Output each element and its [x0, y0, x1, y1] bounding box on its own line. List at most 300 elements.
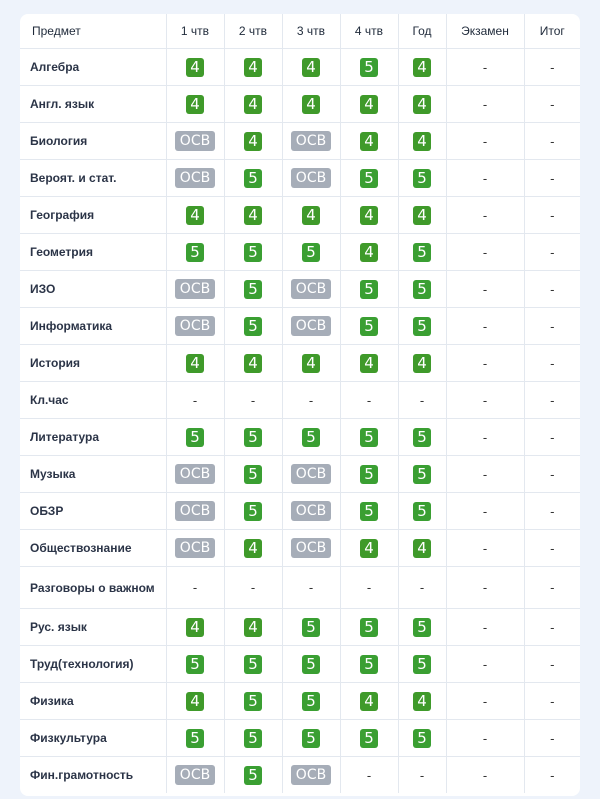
grade-cell	[282, 308, 340, 345]
table-row	[20, 609, 580, 646]
grade-badge[interactable]: 5	[244, 169, 262, 188]
grade-badge-osv[interactable]: ОСВ	[175, 538, 215, 558]
grade-cell	[224, 160, 282, 197]
grade-badge[interactable]: 5	[413, 502, 431, 521]
grade-badge[interactable]: 4	[302, 206, 320, 225]
grade-cell	[524, 567, 580, 609]
grade-cell	[446, 757, 524, 794]
header-exam: Экзамен	[446, 14, 524, 49]
grade-cell	[224, 609, 282, 646]
grade-cell	[446, 683, 524, 720]
grade-badge[interactable]: 4	[186, 354, 204, 373]
grade-cell	[340, 49, 398, 86]
grade-empty: -	[550, 59, 555, 75]
grade-cell	[166, 49, 224, 86]
grade-cell	[524, 123, 580, 160]
grade-badge[interactable]: 4	[302, 354, 320, 373]
grade-badge-osv[interactable]: ОСВ	[175, 316, 215, 336]
table-row	[20, 683, 580, 720]
grade-badge[interactable]: 5	[413, 243, 431, 262]
grade-badge[interactable]: 5	[244, 243, 262, 262]
grade-badge[interactable]: 4	[360, 539, 378, 558]
grade-cell	[282, 757, 340, 794]
grade-cell	[446, 345, 524, 382]
grade-cell	[340, 493, 398, 530]
grade-badge[interactable]: 4	[186, 58, 204, 77]
grade-badge[interactable]: 5	[360, 465, 378, 484]
grade-cell	[282, 197, 340, 234]
grade-badge[interactable]: 5	[360, 169, 378, 188]
grade-badge[interactable]: 5	[244, 502, 262, 521]
grade-badge[interactable]: 5	[360, 428, 378, 447]
grade-empty: -	[482, 466, 488, 482]
subject-name: Геометрия	[20, 234, 166, 271]
grade-cell	[398, 493, 446, 530]
grade-cell	[166, 271, 224, 308]
grade-cell	[166, 123, 224, 160]
grade-cell	[282, 567, 340, 609]
grade-badge[interactable]: 5	[413, 280, 431, 299]
grade-cell	[398, 271, 446, 308]
grade-badge-osv[interactable]: ОСВ	[291, 538, 331, 558]
grade-cell	[224, 419, 282, 456]
grade-badge-osv[interactable]: ОСВ	[175, 765, 215, 785]
grade-badge-osv[interactable]: ОСВ	[175, 464, 215, 484]
grade-empty: -	[550, 619, 555, 635]
grade-cell	[524, 683, 580, 720]
grade-cell	[524, 86, 580, 123]
grade-badge[interactable]: 5	[360, 317, 378, 336]
grade-cell	[340, 271, 398, 308]
grade-badge[interactable]: 5	[360, 280, 378, 299]
grade-badge[interactable]: 4	[186, 206, 204, 225]
table-row	[20, 123, 580, 160]
grade-badge[interactable]: 4	[413, 692, 431, 711]
grade-badge[interactable]: 5	[360, 502, 378, 521]
subject-name: Разговоры о важном	[20, 567, 166, 609]
header-final: Итог	[524, 14, 580, 49]
subject-name: Музыка	[20, 456, 166, 493]
grade-cell	[398, 456, 446, 493]
table-row	[20, 197, 580, 234]
grade-badge[interactable]: 4	[244, 618, 262, 637]
grade-badge[interactable]: 5	[413, 169, 431, 188]
grade-cell	[282, 609, 340, 646]
grade-badge[interactable]: 5	[360, 729, 378, 748]
grade-badge[interactable]: 4	[360, 243, 378, 262]
grade-cell	[398, 683, 446, 720]
grade-cell	[282, 646, 340, 683]
grade-cell	[166, 720, 224, 757]
grade-empty: -	[482, 730, 488, 746]
grade-empty: -	[482, 540, 488, 556]
grade-badge-osv[interactable]: ОСВ	[291, 501, 331, 521]
grade-cell	[224, 757, 282, 794]
subject-name: ИЗО	[20, 271, 166, 308]
table-row	[20, 720, 580, 757]
grade-cell	[224, 123, 282, 160]
grade-cell	[524, 234, 580, 271]
grade-cell	[524, 456, 580, 493]
grade-cell	[398, 234, 446, 271]
grade-badge[interactable]: 4	[186, 692, 204, 711]
grade-cell	[282, 493, 340, 530]
grade-cell	[166, 530, 224, 567]
grade-empty: -	[482, 133, 488, 149]
grade-empty: -	[550, 580, 555, 595]
grade-empty: -	[550, 318, 555, 334]
grade-cell	[446, 646, 524, 683]
grade-badge[interactable]: 4	[413, 354, 431, 373]
grade-badge[interactable]: 4	[244, 95, 262, 114]
grade-badge[interactable]: 5	[302, 618, 320, 637]
grade-cell	[524, 345, 580, 382]
grade-badge-osv[interactable]: ОСВ	[291, 168, 331, 188]
grade-badge[interactable]: 4	[302, 95, 320, 114]
grade-badge[interactable]: 5	[413, 655, 431, 674]
grade-empty: -	[250, 580, 256, 595]
grade-cell	[524, 271, 580, 308]
grade-badge[interactable]: 4	[360, 95, 378, 114]
subject-name: Труд(технология)	[20, 646, 166, 683]
grade-cell	[340, 683, 398, 720]
grade-cell	[446, 530, 524, 567]
grade-badge[interactable]: 4	[360, 692, 378, 711]
grade-cell	[340, 234, 398, 271]
grade-cell	[398, 123, 446, 160]
table-row	[20, 567, 580, 609]
grade-cell	[282, 382, 340, 419]
grade-badge[interactable]: 5	[302, 729, 320, 748]
grade-badge[interactable]: 4	[413, 95, 431, 114]
grade-empty: -	[192, 580, 198, 595]
grade-cell	[166, 419, 224, 456]
grade-cell	[224, 493, 282, 530]
grade-badge[interactable]: 5	[302, 243, 320, 262]
grade-cell	[446, 160, 524, 197]
grade-cell	[282, 271, 340, 308]
grade-empty: -	[550, 207, 555, 223]
grade-cell	[224, 646, 282, 683]
grade-empty: -	[366, 767, 372, 783]
table-row	[20, 456, 580, 493]
table-row	[20, 271, 580, 308]
grade-cell	[282, 456, 340, 493]
subject-name: Англ. язык	[20, 86, 166, 123]
table-row	[20, 530, 580, 567]
grade-cell	[340, 567, 398, 609]
grade-cell	[166, 646, 224, 683]
grade-badge[interactable]: 5	[302, 428, 320, 447]
grade-empty: -	[550, 693, 555, 709]
grade-badge-osv[interactable]: ОСВ	[291, 131, 331, 151]
grade-badge[interactable]: 4	[186, 618, 204, 637]
grade-cell	[446, 720, 524, 757]
grade-cell	[224, 456, 282, 493]
grade-badge[interactable]: 5	[186, 655, 204, 674]
grade-empty: -	[550, 730, 555, 746]
table-header-row	[20, 14, 580, 49]
grade-badge-osv[interactable]: ОСВ	[291, 316, 331, 336]
grade-empty: -	[482, 767, 488, 783]
grade-cell	[340, 308, 398, 345]
grade-empty: -	[482, 244, 488, 260]
grade-badge[interactable]: 4	[413, 206, 431, 225]
grade-empty: -	[550, 503, 555, 519]
grade-cell	[166, 197, 224, 234]
grade-cell	[340, 646, 398, 683]
grade-empty: -	[366, 580, 372, 595]
grade-empty: -	[482, 170, 488, 186]
subject-name: Вероят. и стат.	[20, 160, 166, 197]
grade-badge[interactable]: 5	[186, 729, 204, 748]
grade-cell	[166, 308, 224, 345]
grade-empty: -	[482, 392, 488, 408]
grade-badge[interactable]: 5	[413, 729, 431, 748]
grade-empty: -	[419, 392, 425, 408]
grade-cell	[340, 720, 398, 757]
grade-cell	[398, 197, 446, 234]
subject-name: Кл.час	[20, 382, 166, 419]
grade-badge[interactable]: 5	[360, 618, 378, 637]
grade-badge[interactable]: 5	[244, 280, 262, 299]
grade-cell	[446, 123, 524, 160]
grade-empty: -	[550, 392, 555, 408]
grade-cell	[282, 49, 340, 86]
grade-cell	[282, 683, 340, 720]
grade-empty: -	[482, 656, 488, 672]
grade-cell	[446, 197, 524, 234]
grade-badge[interactable]: 4	[244, 539, 262, 558]
grade-empty: -	[419, 580, 425, 595]
subject-name: Фин.грамотность	[20, 757, 166, 794]
grade-badge[interactable]: 5	[413, 317, 431, 336]
grade-badge[interactable]: 5	[413, 618, 431, 637]
grade-cell	[398, 86, 446, 123]
grade-cell	[398, 567, 446, 609]
grade-badge-osv[interactable]: ОСВ	[291, 765, 331, 785]
grade-cell	[524, 609, 580, 646]
grade-cell	[166, 609, 224, 646]
grade-badge[interactable]: 4	[360, 354, 378, 373]
grade-cell	[340, 609, 398, 646]
grade-cell	[166, 345, 224, 382]
grade-cell	[282, 234, 340, 271]
grade-badge[interactable]: 4	[244, 132, 262, 151]
grade-badge[interactable]: 5	[244, 428, 262, 447]
grade-badge[interactable]: 5	[302, 655, 320, 674]
grade-cell	[524, 382, 580, 419]
grade-badge[interactable]: 5	[244, 692, 262, 711]
grade-cell	[446, 234, 524, 271]
grade-cell	[446, 271, 524, 308]
grade-cell	[398, 49, 446, 86]
header-year: Год	[398, 14, 446, 49]
grade-badge[interactable]: 5	[360, 655, 378, 674]
grade-badge-osv[interactable]: ОСВ	[175, 279, 215, 299]
grade-empty: -	[482, 429, 488, 445]
grade-empty: -	[550, 355, 555, 371]
grade-cell	[340, 419, 398, 456]
grade-empty: -	[308, 392, 314, 408]
table-row	[20, 86, 580, 123]
grade-badge[interactable]: 4	[244, 58, 262, 77]
grade-cell	[224, 86, 282, 123]
grade-badge[interactable]: 5	[244, 729, 262, 748]
table-row	[20, 308, 580, 345]
subject-name: Биология	[20, 123, 166, 160]
grade-cell	[282, 86, 340, 123]
grade-cell	[340, 530, 398, 567]
grade-badge-osv[interactable]: ОСВ	[175, 168, 215, 188]
grade-cell	[340, 160, 398, 197]
grade-cell	[398, 609, 446, 646]
grade-cell	[224, 683, 282, 720]
grade-cell	[398, 345, 446, 382]
grade-cell	[282, 160, 340, 197]
grade-badge[interactable]: 5	[413, 428, 431, 447]
grade-badge[interactable]: 5	[360, 58, 378, 77]
grade-cell	[446, 419, 524, 456]
grade-cell	[398, 419, 446, 456]
grade-cell	[398, 160, 446, 197]
grade-cell	[524, 160, 580, 197]
grade-badge[interactable]: 4	[413, 539, 431, 558]
grade-badge[interactable]: 4	[413, 58, 431, 77]
grade-cell	[282, 419, 340, 456]
grade-cell	[446, 456, 524, 493]
grade-badge[interactable]: 5	[186, 428, 204, 447]
subject-name: ОБЗР	[20, 493, 166, 530]
grade-empty: -	[550, 656, 555, 672]
grade-cell	[340, 382, 398, 419]
grade-empty: -	[550, 96, 555, 112]
table-row	[20, 382, 580, 419]
grade-empty: -	[482, 580, 488, 595]
grade-empty: -	[419, 767, 425, 783]
grade-empty: -	[482, 693, 488, 709]
grade-cell	[224, 197, 282, 234]
grade-cell	[224, 567, 282, 609]
grade-badge[interactable]: 4	[360, 206, 378, 225]
grade-empty: -	[482, 503, 488, 519]
grade-empty: -	[250, 392, 256, 408]
grade-cell	[282, 123, 340, 160]
grade-cell	[446, 86, 524, 123]
grade-cell	[446, 493, 524, 530]
grade-badge[interactable]: 5	[244, 465, 262, 484]
grade-badge[interactable]: 5	[302, 692, 320, 711]
table-row	[20, 493, 580, 530]
grade-badge[interactable]: 4	[244, 206, 262, 225]
subject-name: Литература	[20, 419, 166, 456]
header-q3: 3 чтв	[282, 14, 340, 49]
grade-badge[interactable]: 5	[244, 766, 262, 785]
grade-cell	[166, 234, 224, 271]
grade-badge-osv[interactable]: ОСВ	[175, 131, 215, 151]
grade-cell	[524, 197, 580, 234]
grades-table	[20, 14, 580, 793]
grade-cell	[340, 86, 398, 123]
grade-empty: -	[482, 281, 488, 297]
table-row	[20, 757, 580, 794]
grade-badge[interactable]: 5	[186, 243, 204, 262]
grade-cell	[398, 646, 446, 683]
grade-badge[interactable]: 4	[360, 132, 378, 151]
grade-badge-osv[interactable]: ОСВ	[291, 279, 331, 299]
subject-name: Рус. язык	[20, 609, 166, 646]
subject-name: Алгебра	[20, 49, 166, 86]
grade-empty: -	[550, 133, 555, 149]
header-subject: Предмет	[20, 14, 166, 49]
grade-cell	[398, 530, 446, 567]
grade-cell	[166, 757, 224, 794]
grade-empty: -	[550, 170, 555, 186]
grade-badge[interactable]: 5	[244, 655, 262, 674]
grade-cell	[224, 382, 282, 419]
grade-empty: -	[550, 767, 555, 783]
grade-empty: -	[550, 429, 555, 445]
grade-cell	[524, 646, 580, 683]
grade-cell	[398, 720, 446, 757]
grade-empty: -	[550, 466, 555, 482]
grade-cell	[166, 160, 224, 197]
grades-card	[20, 14, 580, 796]
grade-cell	[446, 567, 524, 609]
grade-cell	[446, 49, 524, 86]
grade-badge[interactable]: 5	[244, 317, 262, 336]
grade-cell	[340, 197, 398, 234]
subject-name: География	[20, 197, 166, 234]
grade-badge[interactable]: 5	[413, 465, 431, 484]
grade-badge-osv[interactable]: ОСВ	[175, 501, 215, 521]
grade-empty: -	[308, 580, 314, 595]
subject-name: Физкультура	[20, 720, 166, 757]
header-q2: 2 чтв	[224, 14, 282, 49]
grade-cell	[282, 530, 340, 567]
grade-cell	[446, 308, 524, 345]
grade-badge-osv[interactable]: ОСВ	[291, 464, 331, 484]
grade-cell	[340, 123, 398, 160]
grade-cell	[524, 493, 580, 530]
grade-cell	[282, 345, 340, 382]
grade-cell	[224, 345, 282, 382]
grade-cell	[524, 308, 580, 345]
grade-badge[interactable]: 4	[244, 354, 262, 373]
subject-name: Информатика	[20, 308, 166, 345]
table-row	[20, 419, 580, 456]
grade-empty: -	[550, 281, 555, 297]
grade-empty: -	[482, 619, 488, 635]
grade-cell	[224, 530, 282, 567]
grade-badge[interactable]: 4	[186, 95, 204, 114]
grade-empty: -	[482, 207, 488, 223]
grade-cell	[524, 419, 580, 456]
grade-cell	[224, 720, 282, 757]
subject-name: История	[20, 345, 166, 382]
grade-cell	[524, 530, 580, 567]
grade-empty: -	[192, 392, 198, 408]
header-q1: 1 чтв	[166, 14, 224, 49]
grade-cell	[340, 345, 398, 382]
table-row	[20, 49, 580, 86]
grade-badge[interactable]: 4	[413, 132, 431, 151]
grade-empty: -	[550, 540, 555, 556]
grade-badge[interactable]: 4	[302, 58, 320, 77]
grade-cell	[524, 757, 580, 794]
table-row	[20, 646, 580, 683]
header-q4: 4 чтв	[340, 14, 398, 49]
